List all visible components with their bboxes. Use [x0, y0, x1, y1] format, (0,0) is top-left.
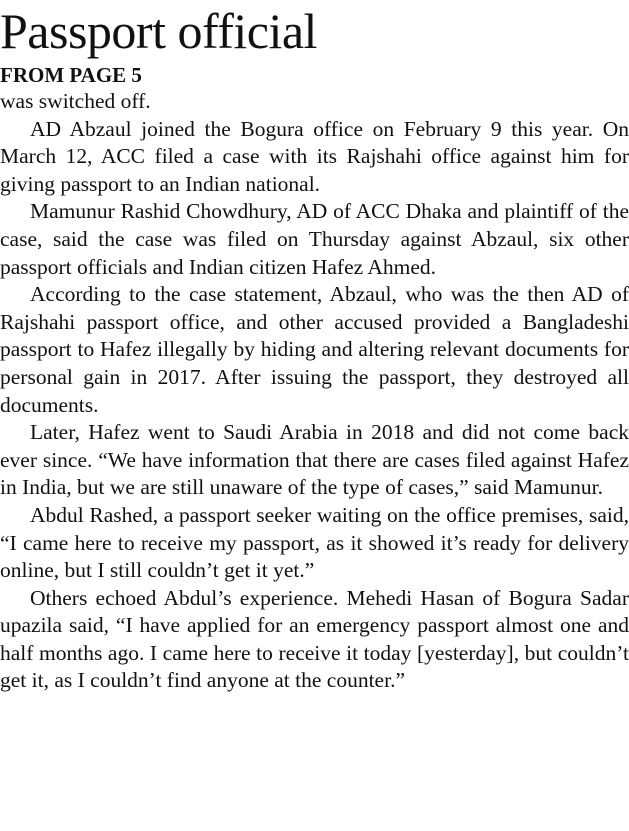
article-paragraph: Others echoed Abdul’s experience. Mehedi Hasan of Bogura Sadar upazila said, “I have applied for an emergency passport almost one and half months ago. I came here to receive it today [yesterday], but couldn’t get it, as I couldn’t find anyone at the counter.” [0, 585, 629, 693]
article-paragraph: Mamunur Rashid Chowdhury, AD of ACC Dhaka and plaintiff of the case, said the case was filed on Thursday against Abzaul, six other passport officials and Indian citizen Hafez Ahmed. [0, 199, 629, 279]
continued-from-label: FROM PAGE 5 [0, 63, 142, 87]
article-paragraph: Later, Hafez went to Saudi Arabia in 2018 and did not come back ever since. “We have information that there are cases filed against Hafez in India, but we are still unaware of the type of cases,” said Mamunur. [0, 420, 629, 500]
article-paragraph: Abdul Rashed, a passport seeker waiting on the office premises, said, “I came here to receive my passport, as it showed it’s ready for delivery online, but I still couldn’t get it yet.” [0, 502, 629, 583]
article-paragraph: AD Abzaul joined the Bogura office on February 9 this year. On March 12, ACC filed a case with its Rajshahi office against him for giving passport to an Indian national. [0, 116, 629, 196]
article-paragraph: According to the case statement, Abzaul, who was the then AD of Rajshahi passport office, and other accused provided a Bangladeshi passport to Hafez illegally by hiding and altering relevant documents for personal gain in 2017. After issuing the passport, they destroyed all documents. [0, 282, 629, 417]
article-paragraph: was switched off. [0, 89, 151, 113]
headline: Passport official [0, 3, 317, 59]
